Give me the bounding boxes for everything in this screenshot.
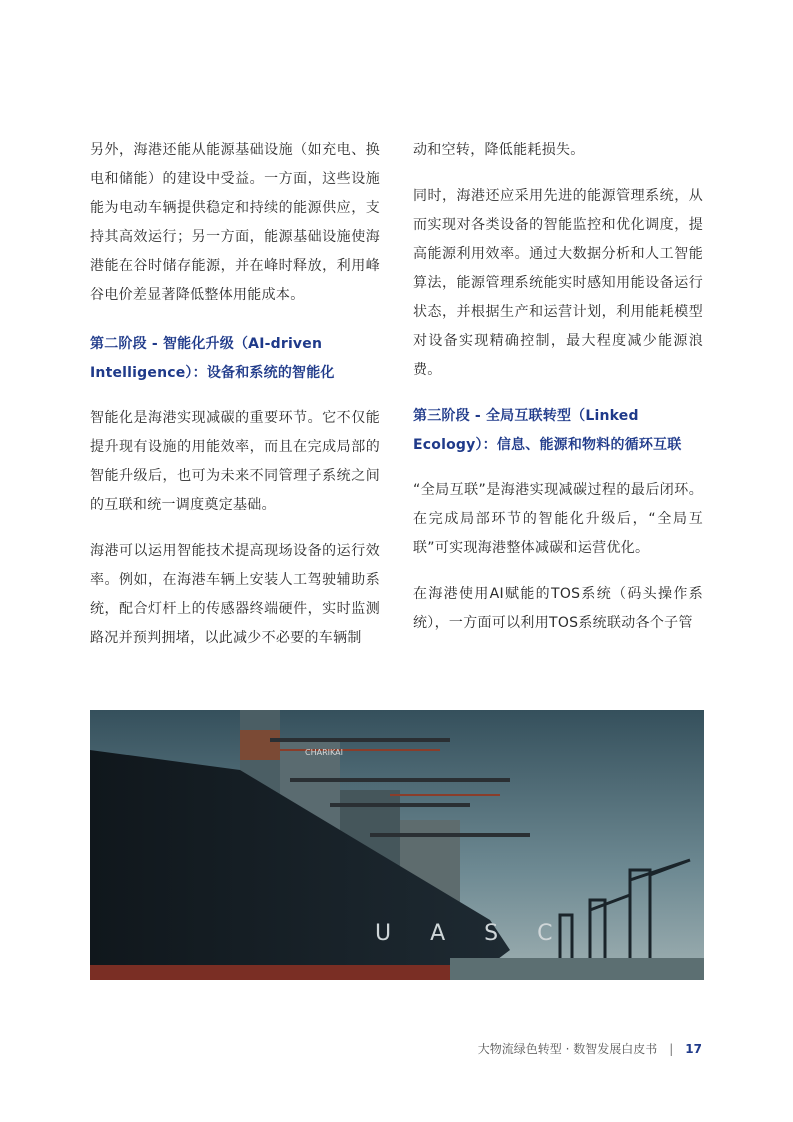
page-number: 17 (685, 1041, 702, 1056)
paragraph-continuation: 动和空转，降低能耗损失。 (413, 142, 585, 158)
port-ship-photo (90, 710, 704, 980)
page-footer (478, 1040, 702, 1057)
right-column (413, 136, 703, 655)
ship-hull-text: U A S C (375, 921, 569, 946)
paragraph-tos-system: 在海港使用AI赋能的TOS系统（码头操作系统），一方面可以利用TOS系统联动各个子管 (413, 586, 703, 631)
heading-stage-three: 第三阶段 - 全局互联转型（Linked Ecology）：信息、能源和物料的循环互联 (413, 408, 682, 453)
heading-stage-two: 第二阶段 - 智能化升级（AI-driven Intelligence）：设备和系统的智能化 (90, 336, 335, 381)
port-ship-illustration (90, 710, 704, 980)
footer-title: 大物流绿色转型 · 数智发展白皮书 (477, 1042, 658, 1056)
left-column (90, 136, 380, 670)
paragraph-smart-tech: 海港可以运用智能技术提高现场设备的运行效率。例如，在海港车辆上安装人工驾驶辅助系统，配合灯杆上的传感器终端硬件，实时监测路况并预判拥堵，以此减少不必要的车辆制 (90, 543, 380, 646)
crane-brand-text: CHARIKAI (305, 748, 343, 757)
paragraph-intelligence: 智能化是海港实现减碳的重要环节。它不仅能提升现有设施的用能效率，而且在完成局部的智能升级后，也可为未来不同管理子系统之间的互联和统一调度奠定基础。 (90, 410, 380, 513)
hull-waterline (90, 965, 470, 980)
paragraph-energy-management: 同时，海港还应采用先进的能源管理系统，从而实现对各类设备的智能监控和优化调度，提高能源利用效率。通过大数据分析和人工智能算法，能源管理系统能实时感知用能设备运行状态，并根据生产和运营计划，利用能耗模型对设备实现精确控制，最大程度减少能源浪费。 (413, 188, 703, 378)
paragraph-global-link: “全局互联”是海港实现减碳过程的最后闭环。在完成局部环节的智能化升级后，“全局互联”可实现海港整体减碳和运营优化。 (413, 482, 703, 556)
footer-separator: | (669, 1041, 674, 1056)
paragraph-energy-infrastructure: 另外，海港还能从能源基础设施（如充电、换电和储能）的建设中受益。一方面，这些设施能为电动车辆提供稳定和持续的能源供应，支持其高效运行；另一方面，能源基础设施使海港能在谷时储存能源，并在峰时释放，利用峰谷电价差显著降低整体用能成本。 (90, 142, 380, 303)
water (450, 958, 704, 980)
